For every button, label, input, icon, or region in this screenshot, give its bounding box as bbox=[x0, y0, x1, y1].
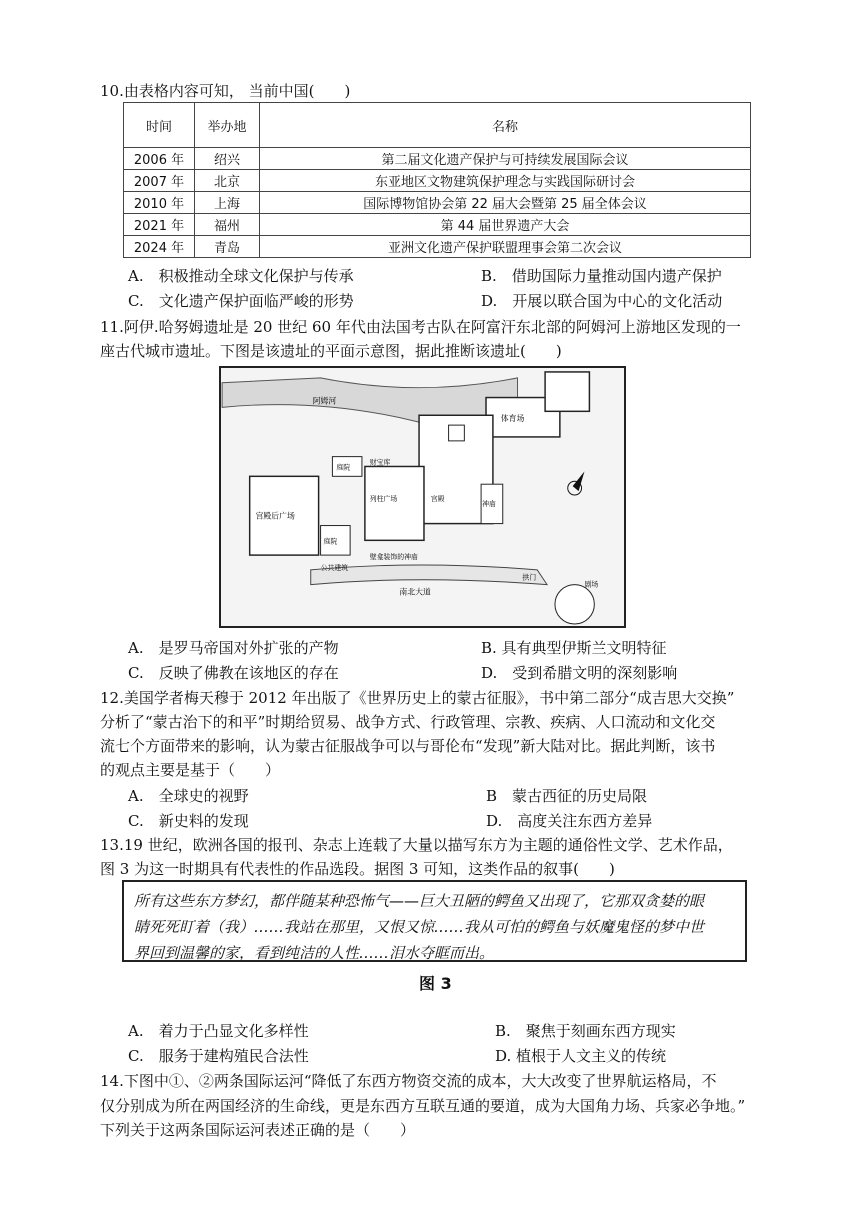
q13-option-d[interactable]: D. 植根于人文主义的传统 bbox=[495, 1047, 667, 1065]
q14-line1: 14.下图中①、②两条国际运河“降低了东西方物资交流的成本，大大改变了世界航运格局，不 bbox=[100, 1072, 717, 1090]
label-palace: 宫殿 bbox=[430, 494, 445, 503]
label-gym: 体育场 bbox=[500, 414, 525, 424]
table-cell: 2021 年 bbox=[124, 214, 195, 236]
table-cell: 2006 年 bbox=[124, 148, 195, 170]
q13-option-a[interactable]: A. 着力于凸显文化多样性 bbox=[128, 1022, 309, 1040]
label-theatre: 剧场 bbox=[584, 580, 599, 589]
q12-option-c[interactable]: C. 新史料的发现 bbox=[128, 812, 249, 830]
table-header-time: 时间 bbox=[124, 103, 195, 148]
label-gate: 拱门 bbox=[522, 573, 537, 582]
theatre-shape bbox=[555, 585, 594, 624]
table-header-row bbox=[124, 103, 751, 148]
label-temple: 神庙 bbox=[482, 499, 496, 508]
q10-option-a[interactable]: A. 积极推动全球文化保护与传承 bbox=[128, 267, 354, 285]
colonnade-shape bbox=[365, 466, 424, 540]
label-street: 南北大道 bbox=[399, 587, 431, 597]
label-public-building: 公共建筑 bbox=[320, 563, 349, 572]
label-palace-square: 宫殿后广场 bbox=[255, 511, 295, 521]
label-river: 阿姆河 bbox=[312, 396, 337, 406]
palace-inner-shape bbox=[449, 425, 465, 441]
table-cell: 上海 bbox=[195, 192, 260, 214]
label-court: 庭院 bbox=[336, 463, 351, 472]
q13-quote-box bbox=[122, 880, 747, 962]
q13-line2: 图 3 为这一时期具有代表性的作品选段。据图 3 可知，这类作品的叙事( ) bbox=[100, 860, 615, 878]
table-cell: 东亚地区文物建筑保护理念与实践国际研讨会 bbox=[260, 170, 751, 192]
table-header-place: 举办地 bbox=[195, 103, 260, 148]
table-cell: 青岛 bbox=[195, 236, 260, 258]
table-row bbox=[124, 214, 751, 236]
q12-line1: 12.美国学者梅天穆于 2012 年出版了《世界历史上的蒙古征服》，书中第二部分“成吉思大交换” bbox=[100, 689, 735, 707]
quote-line-3: 界回到温馨的家，看到纯洁的人性……泪水夺眶而出。 bbox=[134, 944, 495, 962]
site-plan-map bbox=[219, 366, 626, 628]
q12-line4: 的观点主要是基于（ ） bbox=[100, 761, 281, 779]
quote-line-1: 所有这些东方梦幻，都伴随某种恐怖气——巨大丑陋的鳄鱼又出现了，它那双贪婪的眼 bbox=[134, 892, 705, 910]
table-cell: 2024 年 bbox=[124, 236, 195, 258]
table-cell: 第二届文化遗产保护与可持续发展国际会议 bbox=[260, 148, 751, 170]
table-cell: 福州 bbox=[195, 214, 260, 236]
q11-option-a[interactable]: A. 是罗马帝国对外扩张的产物 bbox=[128, 639, 339, 657]
label-niche-temple: 壁龛装饰的神庙 bbox=[369, 553, 418, 562]
q12-line2: 分析了“蒙古治下的和平”时期给贸易、战争方式、行政管理、宗教、疾病、人口流动和文化交 bbox=[100, 713, 716, 731]
gym-annex-shape bbox=[545, 372, 589, 411]
label-court2: 庭院 bbox=[323, 537, 338, 546]
table-cell: 亚洲文化遗产保护联盟理事会第二次会议 bbox=[260, 236, 751, 258]
north-arrow-ring bbox=[568, 481, 582, 495]
table-cell: 北京 bbox=[195, 170, 260, 192]
q12-option-d[interactable]: D. 高度关注东西方差异 bbox=[486, 812, 653, 830]
table-header-name: 名称 bbox=[260, 103, 751, 148]
table-cell: 第 44 届世界遗产大会 bbox=[260, 214, 751, 236]
q13-line1: 13.19 世纪，欧洲各国的报刊、杂志上连载了大量以描写东方为主题的通俗性文学、艺术作品， bbox=[100, 836, 733, 854]
q13-option-b[interactable]: B. 聚焦于刻画东西方现实 bbox=[495, 1022, 676, 1040]
q13-option-c[interactable]: C. 服务于建构殖民合法性 bbox=[128, 1047, 309, 1065]
table-row bbox=[124, 170, 751, 192]
q10-option-d[interactable]: D. 开展以联合国为中心的文化活动 bbox=[481, 292, 723, 310]
q14-line2: 仅分别成为所在两国经济的生命线，更是东西方互联互通的要道，成为大国角力场、兵家必争地。” bbox=[100, 1097, 746, 1115]
table-cell: 国际博物馆协会第 22 届大会暨第 25 届全体会议 bbox=[260, 192, 751, 214]
figure-label: 图 3 bbox=[419, 974, 452, 993]
q10-option-c[interactable]: C. 文化遗产保护面临严峻的形势 bbox=[128, 292, 354, 310]
q10-stem: 10.由表格内容可知， 当前中国( ) bbox=[100, 82, 351, 100]
label-colonnade: 列柱广场 bbox=[369, 494, 398, 503]
q11-option-d[interactable]: D. 受到希腊文明的深刻影响 bbox=[481, 664, 678, 682]
q14-line3: 下列关于这两条国际运河表述正确的是（ ） bbox=[100, 1121, 416, 1139]
q10-option-b[interactable]: B. 借助国际力量推动国内遗产保护 bbox=[481, 267, 722, 285]
quote-line-2: 睛死死盯着（我）……我站在那里，又恨又惊……我从可怕的鳄鱼与妖魔鬼怪的梦中世 bbox=[134, 918, 705, 936]
table-row bbox=[124, 192, 751, 214]
q12-option-a[interactable]: A. 全球史的视野 bbox=[128, 787, 249, 805]
table-cell: 2007 年 bbox=[124, 170, 195, 192]
site-plan-drawing bbox=[221, 368, 624, 626]
q12-line3: 流七个方面带来的影响，认为蒙古征服战争可以与哥伦布“发现”新大陆对比。据此判断，该书 bbox=[100, 737, 716, 755]
q11-option-b[interactable]: B. 具有典型伊斯兰文明特征 bbox=[481, 639, 667, 657]
q11-stem-line2: 座古代城市遗址。下图是该遗址的平面示意图，据此推断该遗址( ) bbox=[100, 342, 562, 360]
label-treasury: 财宝库 bbox=[369, 458, 391, 467]
q10-table bbox=[123, 102, 751, 258]
q11-option-c[interactable]: C. 反映了佛教在该地区的存在 bbox=[128, 664, 339, 682]
table-cell: 2010 年 bbox=[124, 192, 195, 214]
table-cell: 绍兴 bbox=[195, 148, 260, 170]
q11-stem-line1: 11.阿伊.哈努姆遗址是 20 世纪 60 年代由法国考古队在阿富汗东北部的阿姆河上游地区发现的一 bbox=[100, 318, 741, 336]
q12-option-b[interactable]: B 蒙古西征的历史局限 bbox=[486, 787, 648, 805]
table-row bbox=[124, 236, 751, 258]
table-row bbox=[124, 148, 751, 170]
